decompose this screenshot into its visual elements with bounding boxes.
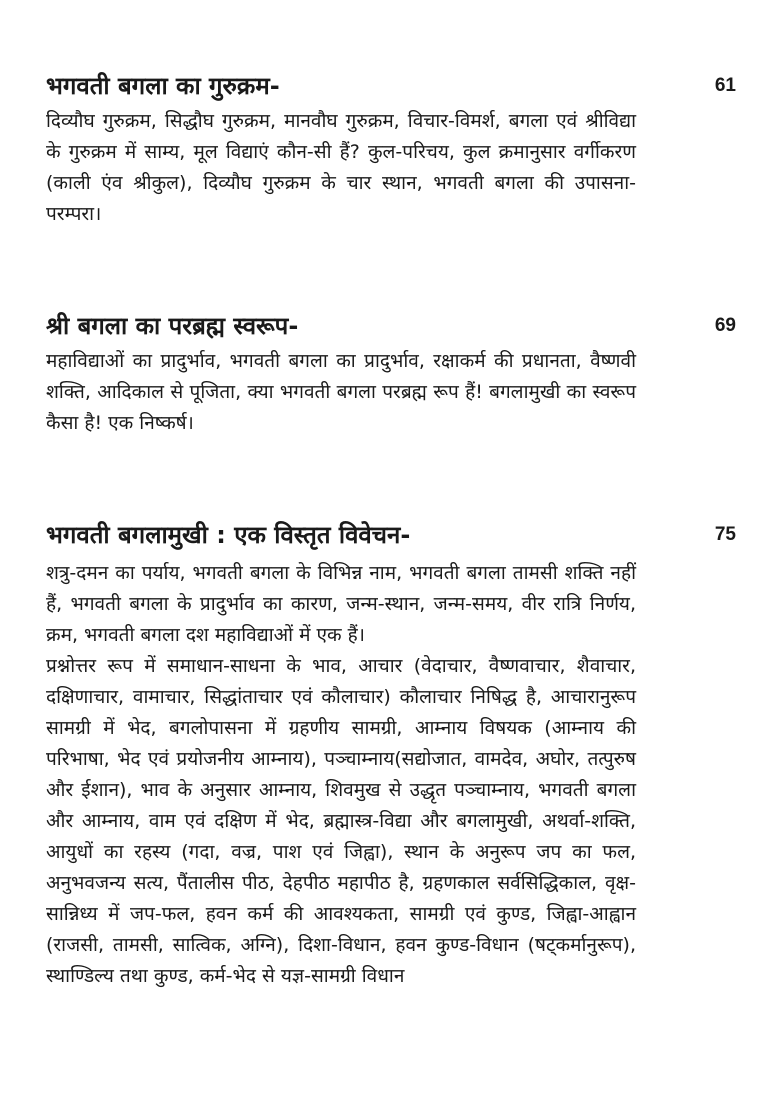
entry-page-number: 69 (714, 315, 736, 336)
entry-description-continued: प्रश्नोत्तर रूप में समाधान-साधना के भाव, आचार (वेदाचार, वैष्णवाचार, शैवाचार, दक्षिणाचार, वामाचार, सिद्धांताचार एवं कौलाचार) कौलाचार निषिद्ध है, आचारानुरूप सामग्री में भेद, बगलोपासना में ग्रहणीय सामग्री, आम्नाय विषयक (आम्नाय की परिभाषा, भेद एवं प्रयोजनीय आम्नाय), पञ्चाम्नाय(सद्योजात, वामदेव, अघोर, तत्पुरुष और ईशान), भाव के अनुसार आम्नाय, शिवमुख से उद्धृत पञ्चाम्नाय, भगवती बगला और आम्नाय, वाम एवं दक्षिण में भेद, ब्रह्मास्त्र-विद्या और बगलामुखी, अथर्वा-शक्ति, आयुधों का रहस्य (गदा, वज्र, पाश एवं जिह्वा), स्थान के अनुरूप जप का फल, अनुभवजन्य सत्य, पैंतालीस पीठ, देहपीठ महापीठ है, ग्रहणकाल सर्वसिद्धिकाल, वृक्ष-सान्निध्य में जप-फल, हवन कर्म की आवश्यकता, सामग्री एवं कुण्ड, जिह्वा-आह्वान (राजसी, तामसी, सात्विक, अग्नि), दिशा-विधान, हवन कुण्ड-विधान (षट्कर्मानुरूप), स्थाण्डिल्य तथा कुण्ड, कर्म-भेद से यज्ञ-सामग्री विधान (46, 655, 636, 987)
entry-description: महाविद्याओं का प्रादुर्भाव, भगवती बगला का प्रादुर्भाव, रक्षाकर्म की प्रधानता, वैष्णवी शक्ति, आदिकाल से पूजिता, क्या भगवती बगला परब्रह्म रूप हैं! बगलामुखी का स्वरूप कैसा है! एक निष्कर्ष। (46, 350, 636, 434)
contents-entry-guru-krama (46, 66, 736, 230)
entry-page-number: 75 (714, 524, 736, 545)
entry-heading-row (46, 66, 736, 106)
entry-title: भगवती बगलामुखी : एक विस्तृत विवेचन- (46, 521, 411, 549)
contents-entry-vistrit-vivechan (46, 512, 736, 992)
entry-heading-row (46, 512, 736, 558)
entry-description: दिव्यौघ गुरुक्रम, सिद्धौघ गुरुक्रम, मानवौघ गुरुक्रम, विचार-विमर्श, बगला एवं श्रीविद्या के गुरुक्रम में साम्य, मूल विद्याएं कौन-सी हैं? कुल-परिचय, कुल क्रमानुसार वर्गीकरण (काली एंव श्रीकुल), दिव्यौघ गुरुक्रम के चार स्थान, भगवती बगला की उपासना-परम्परा। (46, 110, 636, 225)
entry-page-number: 61 (714, 75, 736, 96)
entry-description: शत्रु-दमन का पर्याय, भगवती बगला के विभिन्न नाम, भगवती बगला तामसी शक्ति नहीं हैं, भगवती बगला के प्रादुर्भाव का कारण, जन्म-स्थान, जन्म-समय, वीर रात्रि निर्णय, क्रम, भगवती बगला दश महाविद्याओं में एक हैं। (46, 562, 636, 646)
entry-title: भगवती बगला का गुरुक्रम- (46, 72, 280, 100)
contents-entry-parabrahma-swaroop (46, 306, 736, 439)
entry-title: श्री बगला का परब्रह्म स्वरूप- (46, 312, 299, 340)
entry-heading-row (46, 306, 736, 346)
